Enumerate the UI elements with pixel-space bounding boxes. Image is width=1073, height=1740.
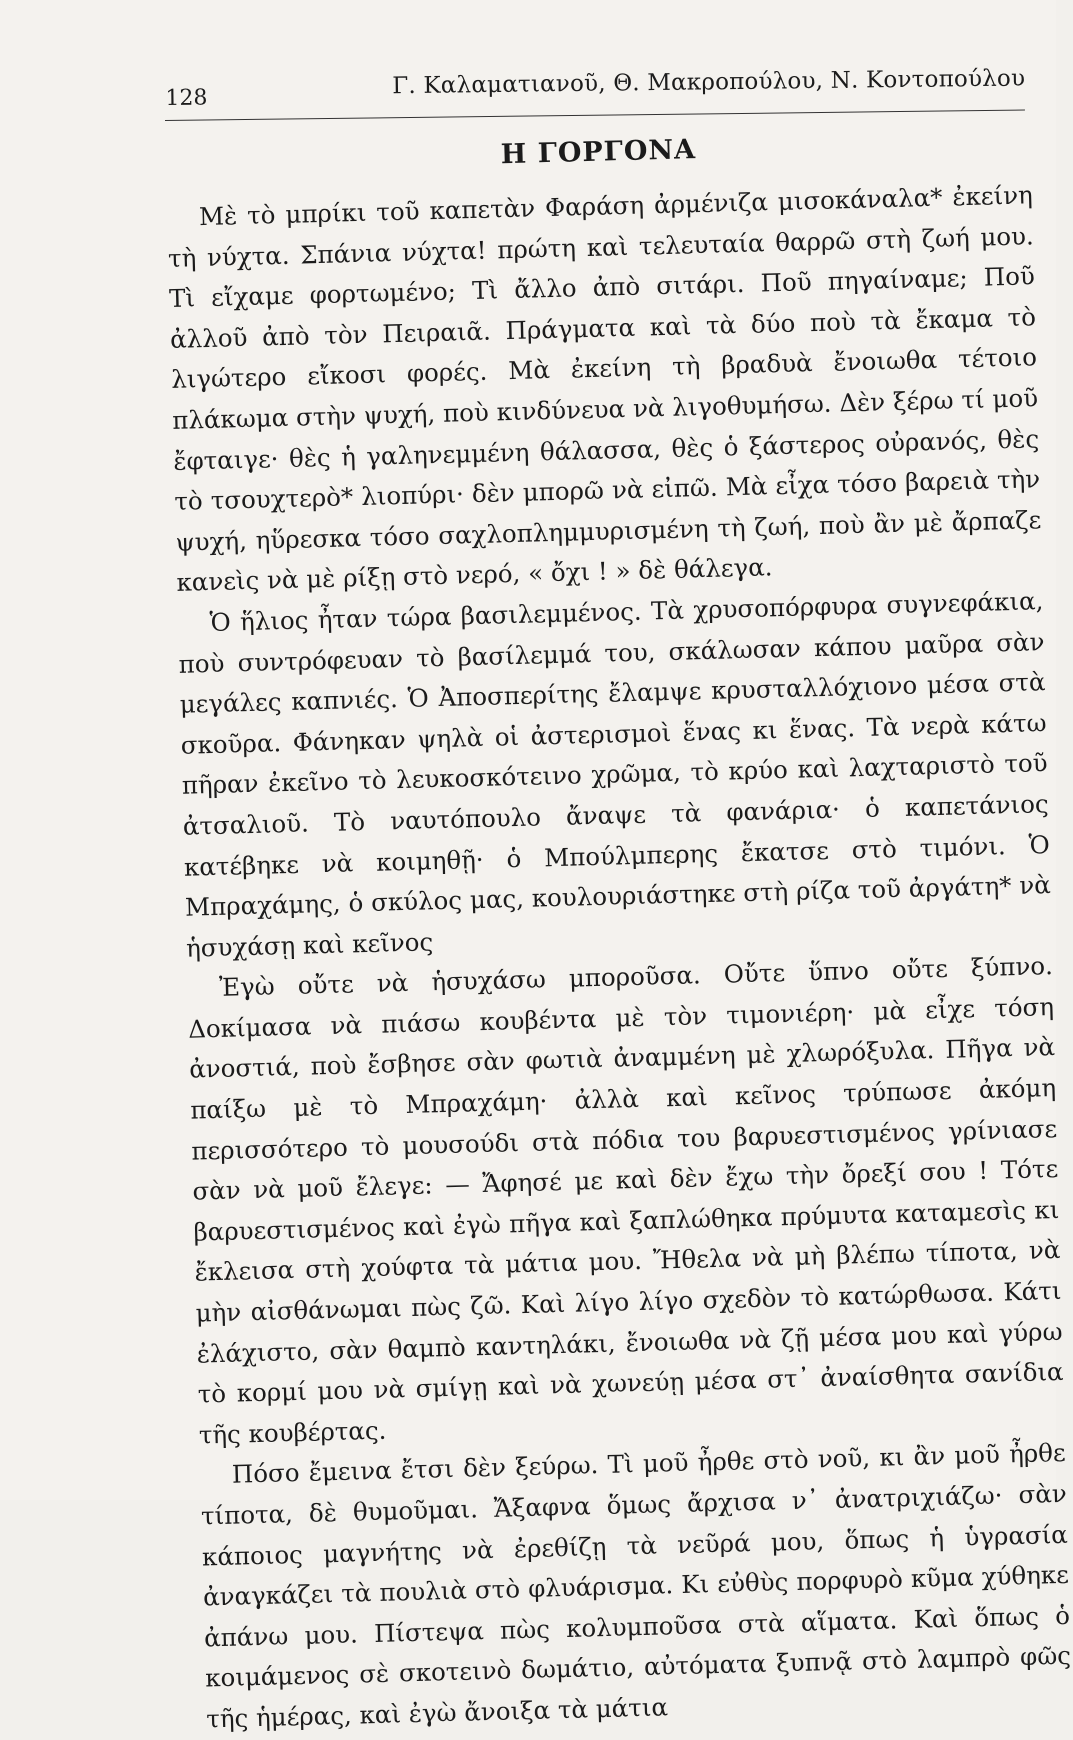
- story-text: [165, 119, 1073, 1740]
- paragraph: Ὁ ἥλιος ἦταν τώρα βασιλεμμένος. Τὰ χρυσοπόρφυρα συγνεφάκια, ποὺ συντρόφευαν τὸ βασίλεμμά του, σκάλωσαν κάπου μαῦρα σὰν μεγάλες καπνιές. Ὁ Ἀποσπερίτης ἔλαμψε κρυσταλλόχιονο μέσα στὰ σκοῦρα. Φάνηκαν ψηλὰ οἱ ἀστερισμοὶ ἕνας κι ἕνας. Τὰ νερὰ κάτω πῆραν ἐκεῖνο τὸ λευκοσκότεινο χρῶμα, τὸ κρύο καὶ λαχταριστὸ τοῦ ἀτσαλιοῦ. Τὸ ναυτόπουλο ἄναψε τὰ φανάρια· ὁ καπετάνιος κατέβηκε νὰ κοιμηθῇ· ὁ Μπούλμπερης ἔκατσε στὸ τιμόνι. Ὁ Μπραχάμης, ὁ σκύλος μας, κουλουριάστηκε στὴ ρίζα τοῦ ἀργάτη* νὰ ἡσυχάσῃ καὶ κεῖνος: [178, 586, 1052, 963]
- header-rule: [165, 109, 1025, 121]
- paragraph: Ἐγὼ οὔτε νὰ ἡσυχάσω μποροῦσα. Οὔτε ὕπνο οὔτε ξύπνο. Δοκίμασα νὰ πιάσω κουβέντα μὲ τὸν τιμονιέρη· μὰ εἶχε τόση ἀνοστιά, ποὺ ἔσβησε σὰν φωτιὰ ἀναμμένη μὲ χλωρόξυλα. Πῆγα νὰ παίξω μὲ τὸ Μπραχάμη· ἀλλὰ καὶ κεῖνος τρύπωσε ἀκόμη περισσότερο τὸ μουσούδι στὰ πόδια του βαρυεστισμένος γρίνιασε σὰν νὰ μοῦ ἔλεγε: — Ἄφησέ με καὶ δὲν ἔχω τὴν ὄρεξί σου ! Τότε βαρυεστισμένος καὶ ἐγὼ πῆγα καὶ ξαπλώθηκα πρύμυτα καταμεσὶς κι ἔκλεισα στὴ χούφτα τὰ μάτια μου. Ἤθελα νὰ μὴ βλέπω τίποτα, νὰ μὴν αἰσθάνωμαι πὼς ζῶ. Καὶ λίγο λίγο σχεδὸν τὸ κατώρθωσα. Κάτι ἐλάχιστο, σὰν θαμπὸ καντηλάκι, ἔνοιωθα νὰ ζῇ μέσα μου καὶ γύρω τὸ κορμί μου νὰ σμίγῃ καὶ νὰ χωνεύῃ μέσα στ᾽ ἀναίσθητα σανίδια τῆς κουβέρτας.: [187, 951, 1064, 1450]
- paragraph: Μὲ τὸ μπρίκι τοῦ καπετὰν Φαράση ἀρμένιζα μισοκάναλα* ἐκείνη τὴ νύχτα. Σπάνια νύχτα! πρώτη καὶ τελευταία θαρρῶ στὴ ζωή μου. Τὶ εἴχαμε φορτωμένο; Τὶ ἄλλο ἀπὸ σιτάρι. Ποῦ πηγαίναμε; Ποῦ ἀλλοῦ ἀπὸ τὸν Πειραιᾶ. Πράγματα καὶ τὰ δύο ποὺ τὰ ἔκαμα τὸ λιγώτερο εἴκοσι φορές. Μὰ ἐκείνη τὴ βραδυὰ ἔνοιωθα τέτοιο πλάκωμα στὴν ψυχή, ποὺ κινδύνευα νὰ λιγοθυμήσω. Δὲν ξέρω τί μοῦ ἔφταιγε· θὲς ἡ γαληνεμμένη θάλασσα, θὲς ὁ ξάστερος οὐρανός, θὲς τὸ τσουχτερὸ* λιοπύρι· δὲν μπορῶ νὰ εἰπῶ. Μὰ εἶχα τόσο βαρειὰ τὴν ψυχή, ηὕρεσκα τόσο σαχλοπλημμυρισμένη τὴ ζωή, ποὺ ἂν μὲ ἄρπαζε κανεὶς νὰ μὲ ρίξῃ στὸ νερό, « ὄχι ! » δὲ θάλεγα.: [167, 180, 1042, 598]
- story-title: Η ΓΟΡΓΟΝΑ: [500, 134, 697, 171]
- page-number: 128: [165, 85, 208, 111]
- running-head: Γ. Καλαματιανοῦ, Θ. Μακροπούλου, Ν. Κοντοπούλου: [392, 65, 1026, 100]
- page-header: [165, 57, 1026, 111]
- paragraph: Πόσο ἔμεινα ἔτσι δὲν ξεύρω. Τὶ μοῦ ἦρθε στὸ νοῦ, κι ἂν μοῦ ἦρθε τίποτα, δὲ θυμοῦμαι. Ἄξαφνα ὅμως ἄρχισα ν᾽ ἀνατριχιάζω· σὰν κάποιος μαγνήτης νὰ ἐρεθίζῃ τὰ νεῦρά μου, ὅπως ἡ ὑγρασία ἀναγκάζει τὰ πουλιὰ στὸ φλυάρισμα. Κι εὐθὺς πορφυρὸ κῦμα χύθηκε ἀπάνω μου. Πίστεψα πὼς κολυμποῦσα στὰ αἵματα. Καὶ ὅπως ὁ κοιμάμενος σὲ σκοτεινὸ δωμάτιο, αὐτόματα ξυπνᾷ στὸ λαμπρὸ φῶς τῆς ἡμέρας, καὶ ἐγὼ ἄνοιξα τὰ μάτια: [200, 1438, 1072, 1734]
